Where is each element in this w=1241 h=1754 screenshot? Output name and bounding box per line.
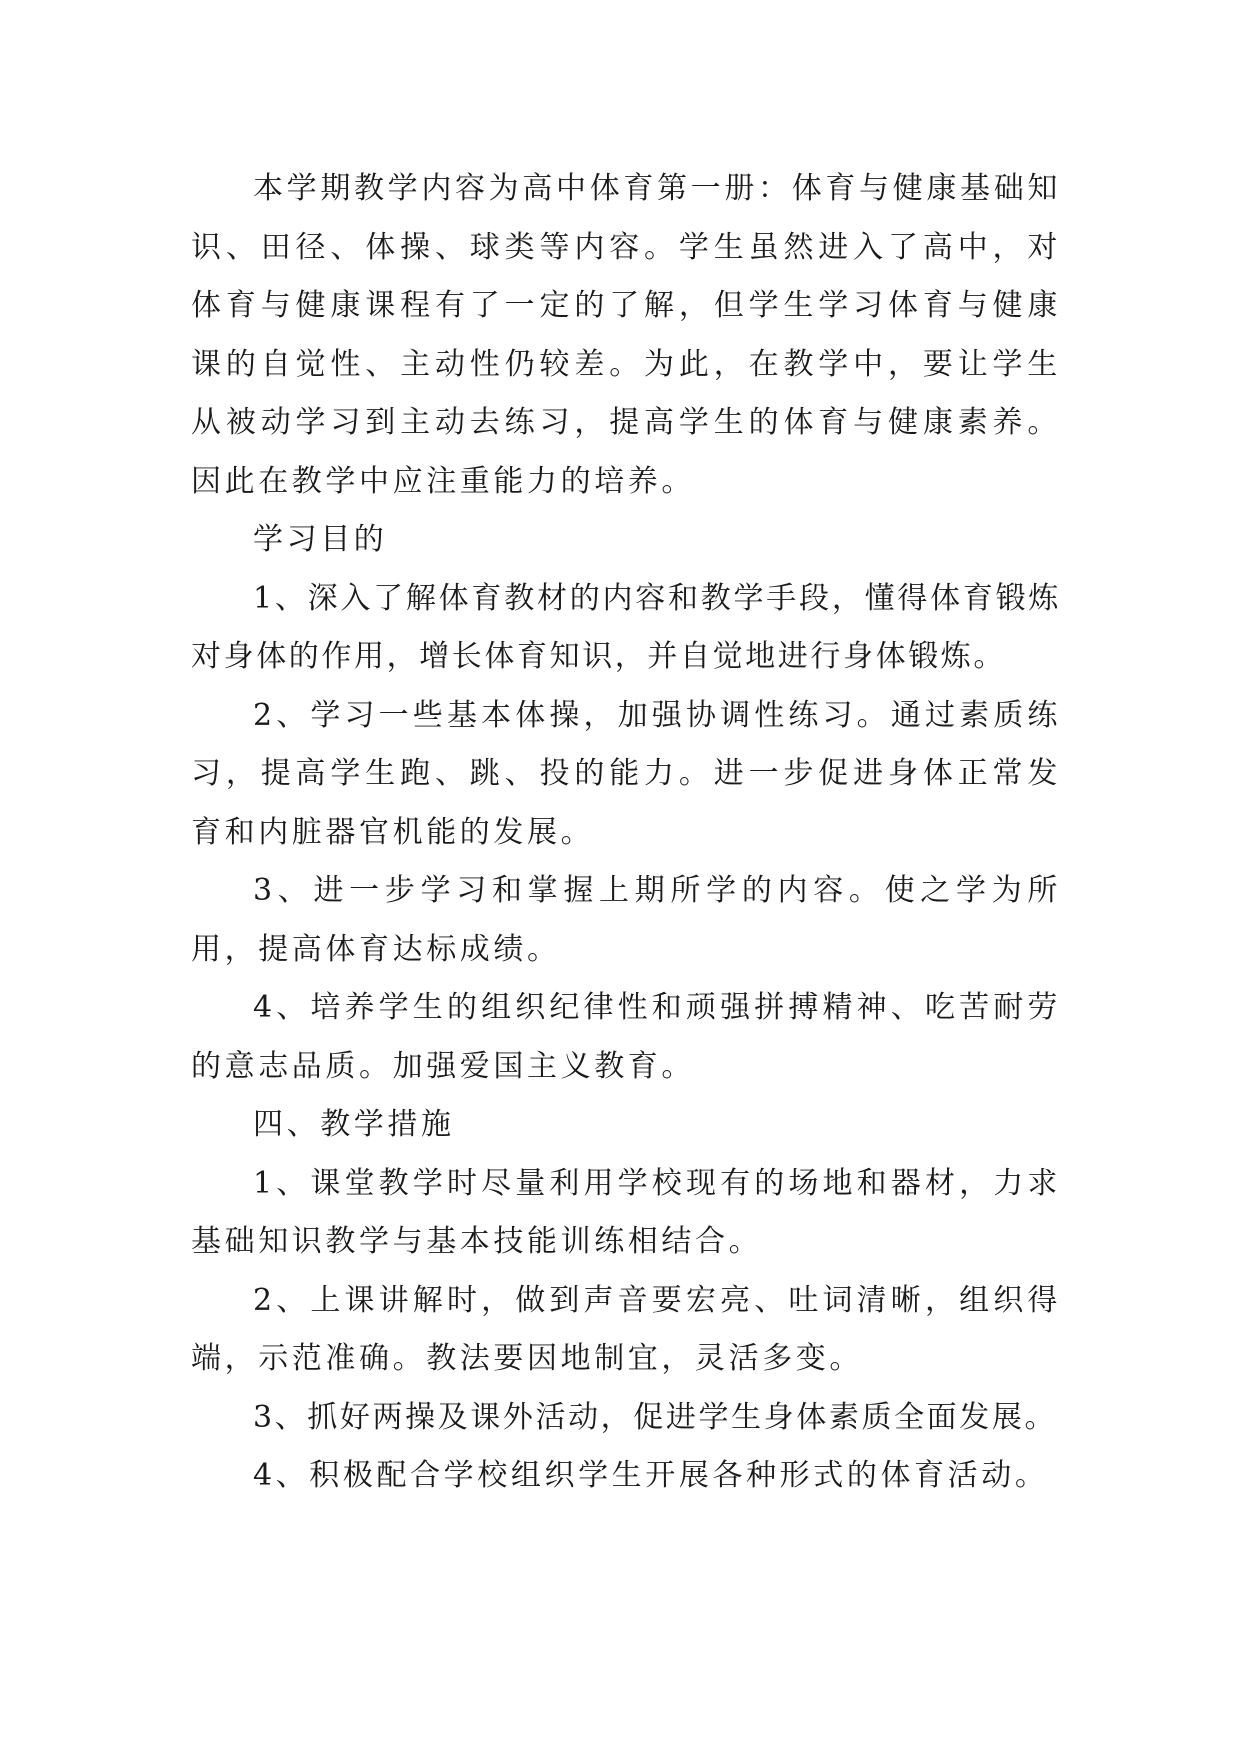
- measure-item-2: 2、上课讲解时，做到声音要宏亮、吐词清晰，组织得端，示范准确。教法要因地制宜，灵活多变。: [191, 1282, 1061, 1376]
- goal-item-3: 3、进一步学习和掌握上期所学的内容。使之学为所用，提高体育达标成绩。: [191, 873, 1061, 967]
- goal-item-2: 2、学习一些基本体操，加强协调性练习。通过素质练习，提高学生跑、跳、投的能力。进一步促进身体正常发育和内脏器官机能的发展。: [191, 697, 1061, 850]
- section-heading-teaching-measures: 四、教学措施: [253, 1107, 455, 1142]
- measure-item-4: 4、积极配合学校组织学生开展各种形式的体育活动。: [253, 1458, 1049, 1493]
- measure-item-3: 3、抓好两操及课外活动，促进学生身体素质全面发展。: [253, 1399, 1058, 1435]
- document-body: [191, 160, 1061, 1506]
- section-heading-learning-goals: 学习目的: [253, 522, 388, 557]
- measure-item-1: 1、课堂教学时尽量利用学校现有的场地和器材，力求基础知识教学与基本技能训练相结合。: [191, 1165, 1061, 1259]
- goal-item-1: 1、深入了解体育教材的内容和教学手段，懂得体育锻炼对身体的作用，增长体育知识，并自觉地进行身体锻炼。: [191, 580, 1061, 674]
- goal-item-4: 4、培养学生的组织纪律性和顽强拼搏精神、吃苦耐劳的意志品质。加强爱国主义教育。: [191, 990, 1061, 1084]
- intro-paragraph: 本学期教学内容为高中体育第一册：体育与健康基础知识、田径、体操、球类等内容。学生虽然进入了高中，对体育与健康课程有了一定的了解，但学生学习体育与健康课的自觉性、主动性仍较差。为此，在教学中，要让学生从被动学习到主动去练习，提高学生的体育与健康素养。因此在教学中应注重能力的培养。: [191, 171, 1061, 499]
